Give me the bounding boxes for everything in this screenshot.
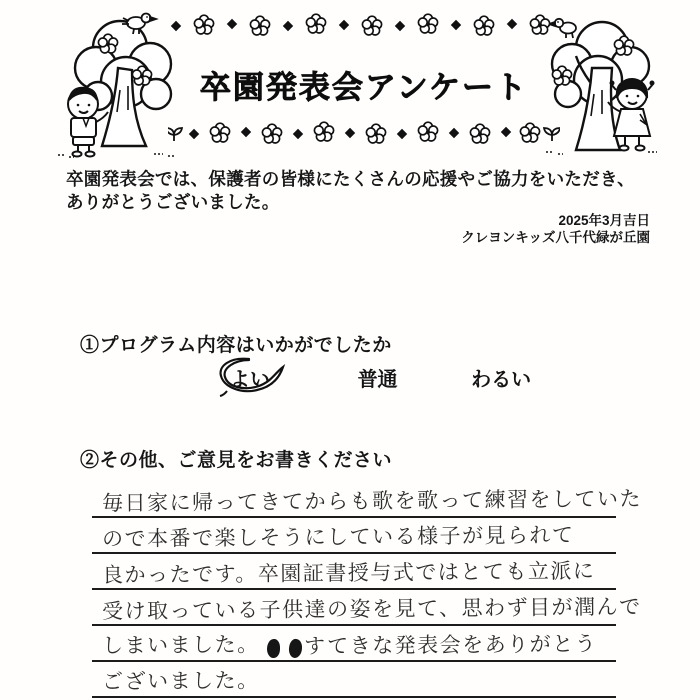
flower-border-bottom	[168, 120, 560, 146]
answer-line-3: 良かったです。卒園証書授与式ではとても立派に	[92, 554, 616, 590]
intro-line-2: ありがとうございました。	[66, 192, 280, 212]
handwritten-answer	[92, 483, 643, 698]
date-block	[461, 212, 650, 246]
organization-name: クレヨンキッズ八千代緑が丘園	[461, 230, 650, 245]
intro-paragraph	[66, 168, 656, 214]
intro-line-1: 卒園発表会では、保護者の皆様にたくさんの応援やご協力をいただき、	[66, 169, 635, 189]
answer-line-1: 毎日家に帰ってきてからも歌を歌って練習をしていた	[92, 483, 616, 518]
option-futsu	[358, 363, 398, 392]
question-1-options	[80, 360, 620, 395]
option-warui	[471, 363, 531, 392]
option-label: よい	[230, 369, 270, 391]
redacted-scribble	[287, 638, 303, 659]
date-text: 2025年3月吉日	[558, 213, 650, 228]
answer-line-4: 受け取っている子供達の姿を見て、思わず目が潤んで	[92, 590, 616, 626]
option-yoi-selected	[220, 360, 280, 395]
answer-line-5: しまいました。 すてきな発表会をありがとう	[92, 626, 616, 662]
option-label: 普通	[357, 369, 398, 391]
answer-line-2: ので本番で楽しそうにしている様子が見られて	[92, 518, 616, 554]
redacted-scribble	[266, 639, 279, 658]
question-2-label: ②その他、ご意見をお書きください	[80, 450, 393, 471]
flower-border-top	[168, 12, 560, 38]
answer-line-6: ございました。	[92, 662, 616, 698]
question-1-label: ①プログラム内容はいかがでしたか	[80, 335, 392, 356]
option-label: わるい	[471, 369, 532, 391]
page-title: 卒園発表会アンケート	[199, 70, 529, 105]
